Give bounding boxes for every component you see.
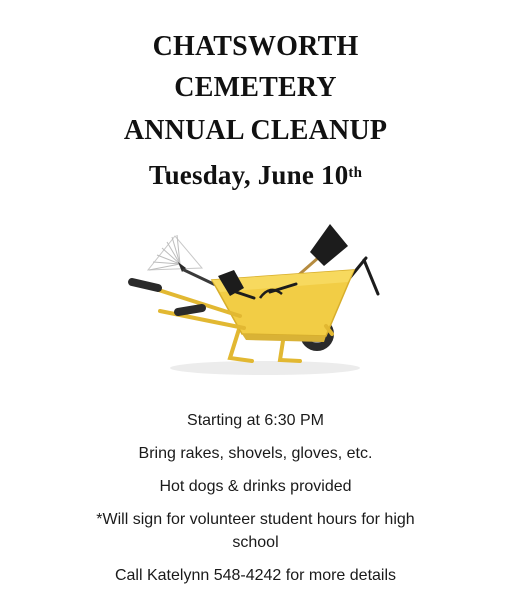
- title-line-1: CHATSWORTH: [152, 31, 359, 62]
- event-date-suffix: th: [348, 165, 363, 181]
- contact-text: Call Katelynn 548-4242 for more details: [114, 567, 397, 584]
- bring-items-text: Bring rakes, shovels, gloves, etc.: [138, 445, 373, 462]
- event-date: [0, 158, 511, 192]
- volunteer-hours-text-line2: school: [232, 534, 279, 551]
- title-line-3: ANNUAL CLEANUP: [123, 115, 388, 146]
- event-date-text: Tuesday, June 10: [148, 160, 349, 190]
- volunteer-hours-text-line1: *Will sign for volunteer student hours for high: [96, 511, 415, 528]
- rake-icon: [148, 235, 222, 288]
- wheelbarrow-with-tools-icon: [120, 218, 390, 383]
- start-time-text: Starting at 6:30 PM: [187, 412, 324, 429]
- food-text: Hot dogs & drinks provided: [159, 478, 352, 495]
- title-line-2: CEMETERY: [174, 72, 337, 103]
- trowel-icon: [348, 258, 378, 294]
